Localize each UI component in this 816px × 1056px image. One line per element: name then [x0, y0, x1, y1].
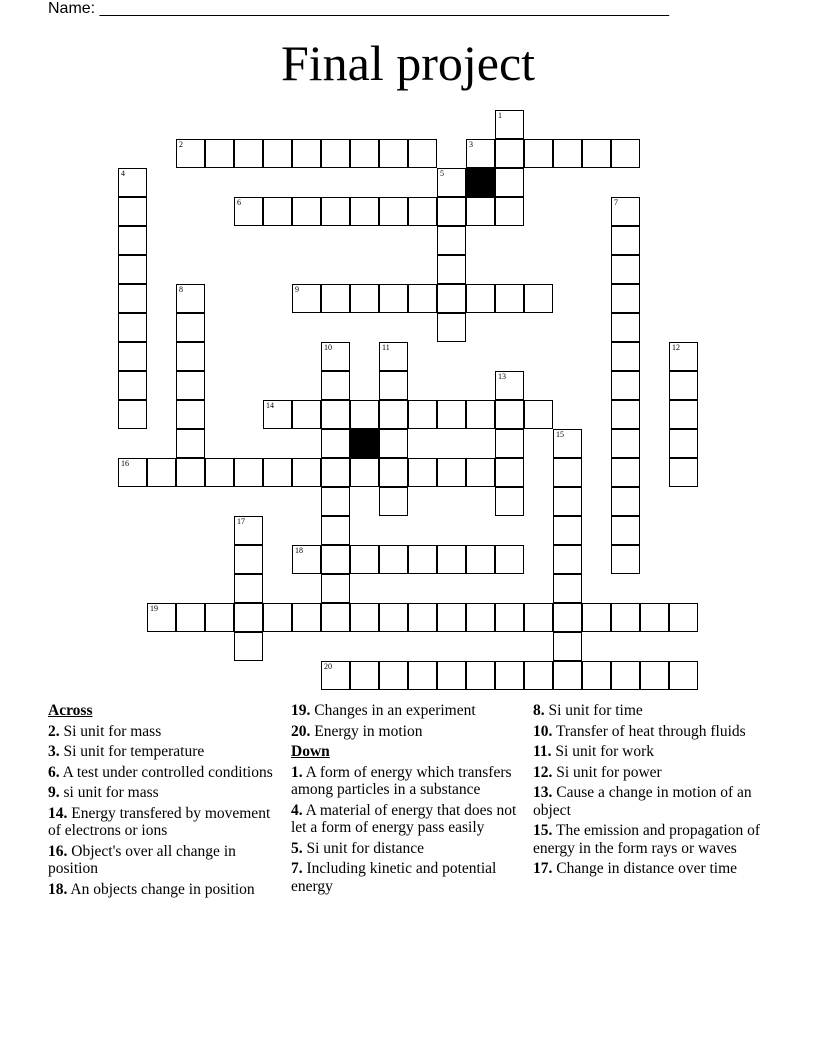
- grid-cell[interactable]: [524, 139, 553, 168]
- grid-cell[interactable]: [321, 197, 350, 226]
- grid-cell[interactable]: [466, 197, 495, 226]
- grid-cell[interactable]: [611, 371, 640, 400]
- clue-item-text: Si unit for distance: [302, 839, 425, 857]
- grid-cell[interactable]: [437, 284, 466, 313]
- clue-item-text: si unit for mass: [59, 784, 159, 801]
- clue-item-number: 17.: [533, 860, 553, 877]
- grid-cell[interactable]: [524, 284, 553, 313]
- grid-cell[interactable]: [350, 458, 379, 487]
- grid-cell[interactable]: [350, 661, 379, 690]
- clue-item-number: 14.: [48, 804, 68, 822]
- clue-item-number: 3.: [48, 743, 60, 760]
- grid-cell[interactable]: [379, 400, 408, 429]
- grid-cell[interactable]: [408, 197, 437, 226]
- grid-cell[interactable]: [118, 168, 147, 197]
- grid-cell[interactable]: [466, 400, 495, 429]
- grid-cell[interactable]: [234, 139, 263, 168]
- grid-cell[interactable]: [408, 458, 437, 487]
- grid-cell[interactable]: [321, 545, 350, 574]
- grid-cell[interactable]: [466, 603, 495, 632]
- clues-column-3: [533, 702, 768, 881]
- grid-cell[interactable]: [495, 284, 524, 313]
- grid-cell[interactable]: [321, 139, 350, 168]
- clue-item: [48, 784, 283, 802]
- clue-item: [533, 702, 768, 720]
- grid-cell[interactable]: [118, 284, 147, 313]
- grid-cell[interactable]: [669, 661, 698, 690]
- clue-item: [291, 702, 526, 720]
- clue-item: [533, 723, 768, 741]
- clue-item: [48, 843, 283, 878]
- grid-cell[interactable]: [466, 284, 495, 313]
- grid-cell[interactable]: [118, 371, 147, 400]
- black-cell: [466, 168, 495, 197]
- grid-cell[interactable]: [553, 516, 582, 545]
- grid-cell[interactable]: [292, 284, 321, 313]
- grid-cell[interactable]: [321, 516, 350, 545]
- grid-cell[interactable]: [611, 429, 640, 458]
- grid-cell[interactable]: [147, 603, 176, 632]
- grid-cell[interactable]: [495, 139, 524, 168]
- grid-cell[interactable]: [466, 545, 495, 574]
- clue-number: 2: [179, 140, 183, 149]
- clue-item-number: 5.: [291, 839, 303, 857]
- grid-cell[interactable]: [263, 400, 292, 429]
- across-clue-list-continued: [291, 702, 526, 740]
- grid-cell[interactable]: [611, 342, 640, 371]
- clue-item-text: Cause a change in motion of an object: [533, 784, 752, 819]
- grid-cell[interactable]: [292, 545, 321, 574]
- clue-number: 19: [150, 604, 158, 613]
- clue-item: [533, 784, 768, 819]
- black-cell: [350, 429, 379, 458]
- grid-cell[interactable]: [321, 574, 350, 603]
- across-clue-list: [48, 723, 283, 899]
- grid-cell[interactable]: [640, 661, 669, 690]
- clue-number: 5: [440, 169, 444, 178]
- grid-cell[interactable]: [147, 458, 176, 487]
- clue-item: [48, 743, 283, 761]
- grid-cell[interactable]: [408, 545, 437, 574]
- grid-cell[interactable]: [524, 400, 553, 429]
- grid-cell[interactable]: [379, 139, 408, 168]
- grid-cell[interactable]: [640, 603, 669, 632]
- grid-cell[interactable]: [176, 429, 205, 458]
- clue-item-text: Si unit for temperature: [59, 743, 205, 760]
- clue-item-number: 2.: [48, 722, 60, 740]
- grid-cell[interactable]: [350, 400, 379, 429]
- grid-cell[interactable]: [669, 603, 698, 632]
- grid-cell[interactable]: [437, 197, 466, 226]
- grid-cell[interactable]: [495, 487, 524, 516]
- clue-item-text: A form of energy which transfers among particles in a substance: [291, 763, 512, 798]
- grid-cell[interactable]: [466, 661, 495, 690]
- grid-cell[interactable]: [437, 168, 466, 197]
- grid-cell[interactable]: [495, 400, 524, 429]
- grid-cell[interactable]: [176, 371, 205, 400]
- grid-cell[interactable]: [379, 342, 408, 371]
- grid-cell[interactable]: [408, 139, 437, 168]
- clues-column-1: [48, 702, 283, 901]
- across-heading: Across: [48, 702, 93, 719]
- clue-number: 17: [237, 517, 245, 526]
- grid-cell[interactable]: [321, 284, 350, 313]
- grid-cell[interactable]: [350, 197, 379, 226]
- grid-cell[interactable]: [611, 400, 640, 429]
- clue-number: 7: [614, 198, 618, 207]
- clue-item: [48, 881, 283, 899]
- grid-cell[interactable]: [176, 458, 205, 487]
- grid-cell[interactable]: [292, 400, 321, 429]
- grid-cell[interactable]: [466, 458, 495, 487]
- clue-number: 18: [295, 546, 303, 555]
- grid-cell[interactable]: [176, 400, 205, 429]
- clue-item: [291, 764, 526, 799]
- grid-cell[interactable]: [582, 661, 611, 690]
- clue-item-text: Changes in an experiment: [310, 702, 476, 719]
- clue-item-text: Transfer of heat through fluids: [552, 722, 746, 740]
- clue-item-number: 12.: [533, 763, 553, 781]
- grid-cell[interactable]: [553, 139, 582, 168]
- grid-cell[interactable]: [495, 458, 524, 487]
- clue-item-text: Si unit for mass: [59, 722, 162, 740]
- grid-cell[interactable]: [553, 487, 582, 516]
- clue-item-number: 7.: [291, 860, 303, 877]
- grid-cell[interactable]: [234, 545, 263, 574]
- clue-item-text: Change in distance over time: [552, 860, 738, 877]
- grid-cell[interactable]: [118, 400, 147, 429]
- grid-cell[interactable]: [553, 458, 582, 487]
- grid-cell[interactable]: [611, 197, 640, 226]
- grid-cell[interactable]: [205, 458, 234, 487]
- clue-number: 10: [324, 343, 332, 352]
- clue-item-text: Si unit for time: [544, 702, 643, 719]
- grid-cell[interactable]: [466, 139, 495, 168]
- grid-cell[interactable]: [379, 458, 408, 487]
- grid-cell[interactable]: [350, 603, 379, 632]
- clue-number: 16: [121, 459, 129, 468]
- clue-item-number: 4.: [291, 801, 303, 819]
- grid-cell[interactable]: [205, 603, 234, 632]
- clue-item-number: 10.: [533, 722, 553, 740]
- grid-cell[interactable]: [176, 139, 205, 168]
- grid-cell[interactable]: [611, 487, 640, 516]
- clue-number: 20: [324, 662, 332, 671]
- grid-cell[interactable]: [669, 342, 698, 371]
- grid-cell[interactable]: [176, 603, 205, 632]
- grid-cell[interactable]: [118, 458, 147, 487]
- grid-cell[interactable]: [495, 168, 524, 197]
- grid-cell[interactable]: [263, 603, 292, 632]
- grid-cell[interactable]: [437, 400, 466, 429]
- grid-cell[interactable]: [611, 545, 640, 574]
- grid-cell[interactable]: [292, 603, 321, 632]
- grid-cell[interactable]: [263, 197, 292, 226]
- clue-item-text: Object's over all change in position: [48, 842, 236, 877]
- grid-cell[interactable]: [611, 458, 640, 487]
- clue-number: 12: [672, 343, 680, 352]
- clue-item-number: 16.: [48, 842, 68, 860]
- grid-cell[interactable]: [350, 284, 379, 313]
- grid-cell[interactable]: [379, 371, 408, 400]
- grid-cell[interactable]: [408, 661, 437, 690]
- grid-cell[interactable]: [321, 429, 350, 458]
- grid-cell[interactable]: [234, 574, 263, 603]
- grid-cell[interactable]: [321, 371, 350, 400]
- grid-cell[interactable]: [611, 313, 640, 342]
- clue-number: 3: [469, 140, 473, 149]
- clue-item-text: The emission and propagation of energy in the form rays or waves: [533, 822, 761, 857]
- clue-item: [291, 860, 526, 895]
- clue-number: 9: [295, 285, 299, 294]
- clue-item: [48, 805, 283, 840]
- clue-item: [533, 822, 768, 857]
- clue-item: [533, 743, 768, 761]
- clue-item-text: Energy in motion: [310, 722, 423, 740]
- grid-cell[interactable]: [611, 661, 640, 690]
- clue-item: [291, 802, 526, 837]
- clue-item: [291, 840, 526, 858]
- grid-cell[interactable]: [408, 284, 437, 313]
- clue-item-text: An objects change in position: [67, 880, 255, 898]
- grid-cell[interactable]: [321, 400, 350, 429]
- clue-number: 15: [556, 430, 564, 439]
- grid-cell[interactable]: [292, 197, 321, 226]
- clue-number: 14: [266, 401, 274, 410]
- grid-cell[interactable]: [176, 342, 205, 371]
- grid-cell[interactable]: [524, 661, 553, 690]
- clue-item: [48, 723, 283, 741]
- clue-item-number: 20.: [291, 722, 311, 740]
- clue-item-number: 15.: [533, 822, 553, 839]
- grid-cell[interactable]: [379, 197, 408, 226]
- down-heading: Down: [291, 743, 330, 760]
- grid-cell[interactable]: [263, 458, 292, 487]
- clue-item-number: 13.: [533, 784, 553, 801]
- clue-item-text: A material of energy that does not let a form of energy pass easily: [291, 801, 517, 836]
- grid-cell[interactable]: [437, 545, 466, 574]
- down-clue-list: [291, 764, 526, 896]
- grid-cell[interactable]: [495, 371, 524, 400]
- grid-cell[interactable]: [669, 429, 698, 458]
- clue-item: [533, 764, 768, 782]
- down-clue-list-continued: [533, 702, 768, 878]
- grid-cell[interactable]: [118, 255, 147, 284]
- grid-cell[interactable]: [379, 284, 408, 313]
- grid-cell[interactable]: [437, 603, 466, 632]
- grid-cell[interactable]: [321, 342, 350, 371]
- clue-item: [291, 723, 526, 741]
- grid-cell[interactable]: [350, 139, 379, 168]
- grid-cell[interactable]: [321, 603, 350, 632]
- grid-cell[interactable]: [118, 342, 147, 371]
- grid-cell[interactable]: [495, 603, 524, 632]
- grid-cell[interactable]: [118, 197, 147, 226]
- grid-cell[interactable]: [553, 661, 582, 690]
- clue-item-number: 11.: [533, 743, 552, 760]
- grid-cell[interactable]: [234, 458, 263, 487]
- grid-cell[interactable]: [582, 603, 611, 632]
- grid-cell[interactable]: [234, 197, 263, 226]
- grid-cell[interactable]: [437, 661, 466, 690]
- clue-item: [533, 860, 768, 878]
- clues-column-2: [291, 702, 526, 898]
- grid-cell[interactable]: [263, 139, 292, 168]
- clue-item-text: Including kinetic and potential energy: [291, 860, 497, 895]
- page-title: Final project: [280, 35, 536, 91]
- clue-item-number: 19.: [291, 702, 311, 719]
- grid-cell[interactable]: [495, 197, 524, 226]
- grid-cell[interactable]: [408, 400, 437, 429]
- grid-cell[interactable]: [669, 371, 698, 400]
- grid-cell[interactable]: [611, 516, 640, 545]
- grid-cell[interactable]: [495, 110, 524, 139]
- clue-number: 11: [382, 343, 390, 352]
- grid-cell[interactable]: [408, 603, 437, 632]
- grid-cell[interactable]: [321, 458, 350, 487]
- grid-cell[interactable]: [553, 632, 582, 661]
- grid-cell[interactable]: [553, 574, 582, 603]
- grid-cell[interactable]: [234, 516, 263, 545]
- grid-cell[interactable]: [379, 545, 408, 574]
- grid-cell[interactable]: [437, 255, 466, 284]
- grid-cell[interactable]: [553, 545, 582, 574]
- grid-cell[interactable]: [350, 545, 379, 574]
- grid-cell[interactable]: [437, 458, 466, 487]
- grid-cell[interactable]: [234, 632, 263, 661]
- grid-cell[interactable]: [437, 313, 466, 342]
- grid-cell[interactable]: [611, 284, 640, 313]
- clue-item: [48, 764, 283, 782]
- grid-cell[interactable]: [292, 139, 321, 168]
- grid-cell[interactable]: [611, 603, 640, 632]
- grid-cell[interactable]: [611, 255, 640, 284]
- grid-cell[interactable]: [611, 226, 640, 255]
- clue-item-text: Si unit for work: [551, 743, 654, 760]
- grid-cell[interactable]: [553, 603, 582, 632]
- clue-number: 4: [121, 169, 125, 178]
- clue-number: 1: [498, 111, 502, 120]
- clue-item-number: 8.: [533, 702, 545, 719]
- grid-cell[interactable]: [582, 139, 611, 168]
- grid-cell[interactable]: [234, 603, 263, 632]
- clue-number: 13: [498, 372, 506, 381]
- name-field: Name: ________________________________________________________________: [48, 0, 670, 17]
- clue-item-text: A test under controlled conditions: [59, 763, 273, 781]
- clue-item-number: 1.: [291, 763, 303, 781]
- grid-cell[interactable]: [321, 487, 350, 516]
- grid-cell[interactable]: [379, 603, 408, 632]
- clue-item-number: 6.: [48, 763, 60, 781]
- grid-cell[interactable]: [669, 400, 698, 429]
- grid-cell[interactable]: [495, 545, 524, 574]
- grid-cell[interactable]: [292, 458, 321, 487]
- grid-cell[interactable]: [524, 603, 553, 632]
- clue-item-text: Si unit for power: [552, 763, 662, 781]
- grid-cell[interactable]: [611, 139, 640, 168]
- grid-cell[interactable]: [205, 139, 234, 168]
- grid-cell[interactable]: [553, 429, 582, 458]
- grid-cell[interactable]: [321, 661, 350, 690]
- grid-cell[interactable]: [176, 284, 205, 313]
- grid-cell[interactable]: [437, 226, 466, 255]
- clue-item-text: Energy transfered by movement of electrons or ions: [48, 804, 271, 839]
- clue-number: 8: [179, 285, 183, 294]
- clue-item-number: 9.: [48, 784, 60, 801]
- clue-item-number: 18.: [48, 880, 68, 898]
- grid-cell[interactable]: [379, 429, 408, 458]
- grid-cell[interactable]: [379, 661, 408, 690]
- grid-cell[interactable]: [118, 313, 147, 342]
- grid-cell[interactable]: [176, 313, 205, 342]
- grid-cell[interactable]: [118, 226, 147, 255]
- grid-cell[interactable]: [669, 458, 698, 487]
- grid-cell[interactable]: [495, 661, 524, 690]
- grid-cell[interactable]: [379, 487, 408, 516]
- clue-number: 6: [237, 198, 241, 207]
- grid-cell[interactable]: [495, 429, 524, 458]
